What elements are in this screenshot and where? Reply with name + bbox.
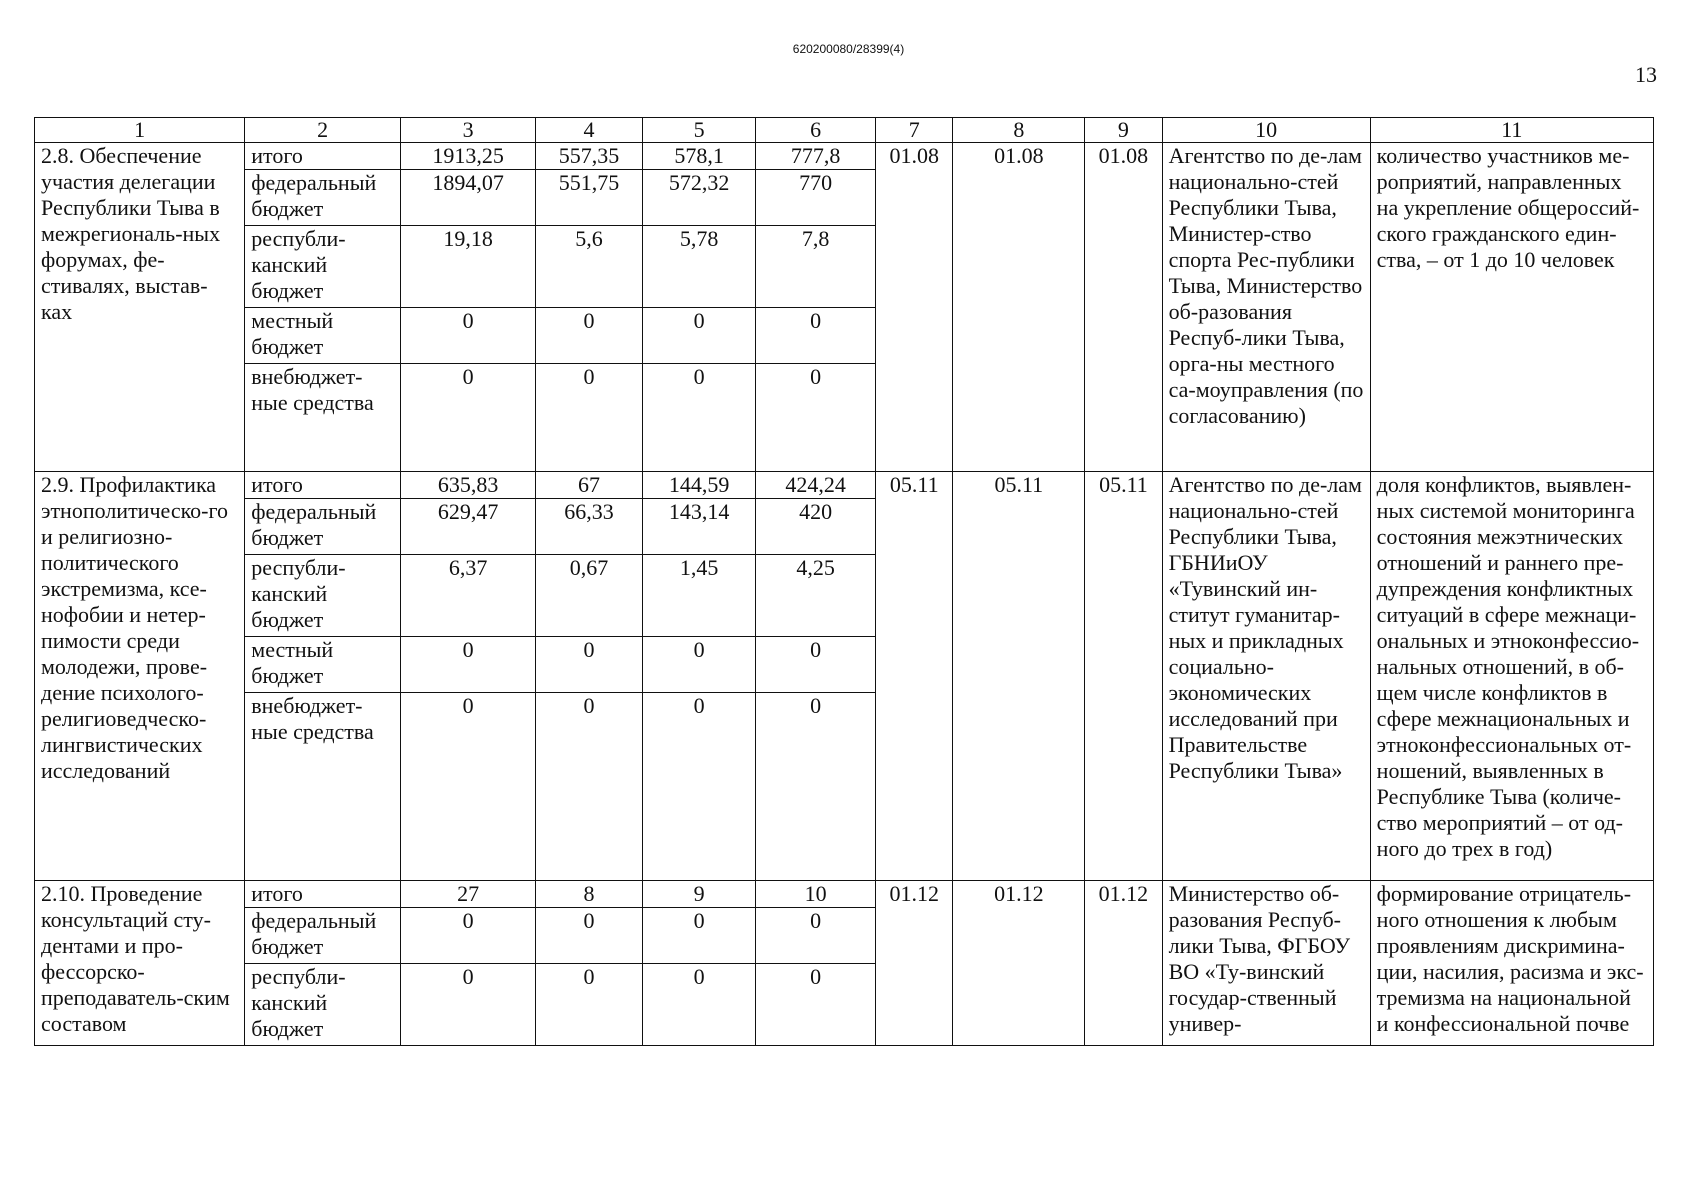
value-year-3: 0: [756, 308, 876, 364]
funding-source: местный бюджет: [245, 637, 401, 693]
value-year-2: 5,78: [642, 226, 755, 308]
expected-result: доля конфликтов, выявлен-ных системой мониторинга состояния межэтнических отношений и раннего пре-дупреждения конфликтных ситуаций в сфере межнаци-ональных и этноконфессио-нальных отношений, в об-щем числе конфликтов в сфере межнациональных и этноконфессиональных от-ношений, выявленных в Республике Тыва (количе-ство мероприятий – от од-ного до трех в год): [1370, 472, 1653, 881]
page-number: 13: [1635, 62, 1657, 87]
value-year-3: 4,25: [756, 555, 876, 637]
column-header: 6: [756, 118, 876, 143]
value-total: 1894,07: [401, 170, 536, 226]
value-total: 1913,25: [401, 143, 536, 170]
value-year-2: 0: [642, 908, 755, 964]
value-year-1: 5,6: [536, 226, 643, 308]
deadline-year-2: 01.08: [953, 143, 1085, 472]
value-year-2: 572,32: [642, 170, 755, 226]
funding-source: федеральный бюджет: [245, 499, 401, 555]
event-name: 2.10. Проведение консультаций сту-дентами и про-фессорско-преподаватель-ским составом: [35, 881, 245, 1046]
value-year-1: 0: [536, 908, 643, 964]
deadline-year-1: 01.12: [876, 881, 953, 1046]
value-year-1: 0,67: [536, 555, 643, 637]
funding-source: итого: [245, 143, 401, 170]
column-header: 5: [642, 118, 755, 143]
funding-source: федеральный бюджет: [245, 170, 401, 226]
responsible-executors: Агентство по де-лам национально-стей Республики Тыва, ГБНИиОУ «Тувинский ин-ститут гуманитар-ных и прикладных социально-экономических исследований при Правительстве Республики Тыва»: [1162, 472, 1370, 881]
deadline-year-1: 01.08: [876, 143, 953, 472]
expected-result: формирование отрицатель-ного отношения к любым проявлениям дискримина-ции, насилия, расизма и экс-тремизма на национальной и конфессиональной почве: [1370, 881, 1653, 1046]
deadline-year-3: 01.12: [1085, 881, 1162, 1046]
value-year-1: 8: [536, 881, 643, 908]
program-table: [34, 117, 1654, 1046]
value-year-3: 770: [756, 170, 876, 226]
value-year-3: 420: [756, 499, 876, 555]
funding-source: республи-канский бюджет: [245, 964, 401, 1046]
column-header: 1: [35, 118, 245, 143]
value-year-3: 424,24: [756, 472, 876, 499]
value-year-2: 0: [642, 364, 755, 472]
column-header: 7: [876, 118, 953, 143]
value-year-2: 1,45: [642, 555, 755, 637]
value-year-2: 0: [642, 693, 755, 881]
value-year-2: 9: [642, 881, 755, 908]
value-year-1: 0: [536, 637, 643, 693]
document-id: 620200080/28399(4): [792, 42, 905, 56]
funding-source: республи-канский бюджет: [245, 226, 401, 308]
column-header: 8: [953, 118, 1085, 143]
value-year-3: 0: [756, 364, 876, 472]
deadline-year-2: 05.11: [953, 472, 1085, 881]
value-year-3: 0: [756, 908, 876, 964]
column-header: 10: [1162, 118, 1370, 143]
expected-result: количество участников ме-роприятий, направленных на укрепление общероссий-ского гражданского един-ства, – от 1 до 10 человек: [1370, 143, 1653, 472]
value-year-3: 10: [756, 881, 876, 908]
value-year-1: 551,75: [536, 170, 643, 226]
deadline-year-3: 05.11: [1085, 472, 1162, 881]
value-year-1: 0: [536, 964, 643, 1046]
funding-source: республи-канский бюджет: [245, 555, 401, 637]
value-total: 0: [401, 964, 536, 1046]
table-row: [35, 881, 1654, 908]
value-year-1: 67: [536, 472, 643, 499]
funding-source: итого: [245, 881, 401, 908]
value-year-3: 0: [756, 637, 876, 693]
value-total: 27: [401, 881, 536, 908]
value-year-2: 144,59: [642, 472, 755, 499]
funding-source: федеральный бюджет: [245, 908, 401, 964]
value-year-1: 0: [536, 364, 643, 472]
value-year-3: 777,8: [756, 143, 876, 170]
responsible-executors: Министерство об-разования Респуб-лики Тыва, ФГБОУ ВО «Ту-винский государ-ственный универ-: [1162, 881, 1370, 1046]
funding-source: внебюджет-ные средства: [245, 364, 401, 472]
column-numbers-row: [35, 118, 1654, 143]
event-name: 2.9. Профилактика этнополитическо-го и религиозно-политического экстремизма, ксе-нофобии и нетер-пимости среди молодежи, прове-дение психолого-религиоведческо-лингвистических исследований: [35, 472, 245, 881]
value-total: 0: [401, 308, 536, 364]
value-total: 629,47: [401, 499, 536, 555]
column-header: 3: [401, 118, 536, 143]
value-year-1: 0: [536, 693, 643, 881]
column-header: 9: [1085, 118, 1162, 143]
column-header: 11: [1370, 118, 1653, 143]
value-year-2: 143,14: [642, 499, 755, 555]
value-year-3: 0: [756, 964, 876, 1046]
value-year-3: 0: [756, 693, 876, 881]
column-header: 4: [536, 118, 643, 143]
responsible-executors: Агентство по де-лам национально-стей Республики Тыва, Министер-ство спорта Рес-публики Тыва, Министерство об-разования Респуб-лики Тыва, орга-ны местного са-моуправления (по согласованию): [1162, 143, 1370, 472]
event-name: 2.8. Обеспечение участия делегации Республики Тыва в межрегиональ-ных форумах, фе-стивалях, выстав-ках: [35, 143, 245, 472]
value-total: 0: [401, 908, 536, 964]
value-total: 19,18: [401, 226, 536, 308]
deadline-year-2: 01.12: [953, 881, 1085, 1046]
deadline-year-1: 05.11: [876, 472, 953, 881]
value-year-1: 66,33: [536, 499, 643, 555]
value-year-2: 0: [642, 308, 755, 364]
table-row: [35, 472, 1654, 499]
table-row: [35, 143, 1654, 170]
value-total: 0: [401, 637, 536, 693]
funding-source: итого: [245, 472, 401, 499]
value-total: 0: [401, 364, 536, 472]
value-year-2: 578,1: [642, 143, 755, 170]
value-year-3: 7,8: [756, 226, 876, 308]
value-year-2: 0: [642, 964, 755, 1046]
value-total: 0: [401, 693, 536, 881]
column-header: 2: [245, 118, 401, 143]
value-total: 635,83: [401, 472, 536, 499]
deadline-year-3: 01.08: [1085, 143, 1162, 472]
funding-source: местный бюджет: [245, 308, 401, 364]
funding-source: внебюджет-ные средства: [245, 693, 401, 881]
value-total: 6,37: [401, 555, 536, 637]
value-year-1: 0: [536, 308, 643, 364]
value-year-1: 557,35: [536, 143, 643, 170]
value-year-2: 0: [642, 637, 755, 693]
